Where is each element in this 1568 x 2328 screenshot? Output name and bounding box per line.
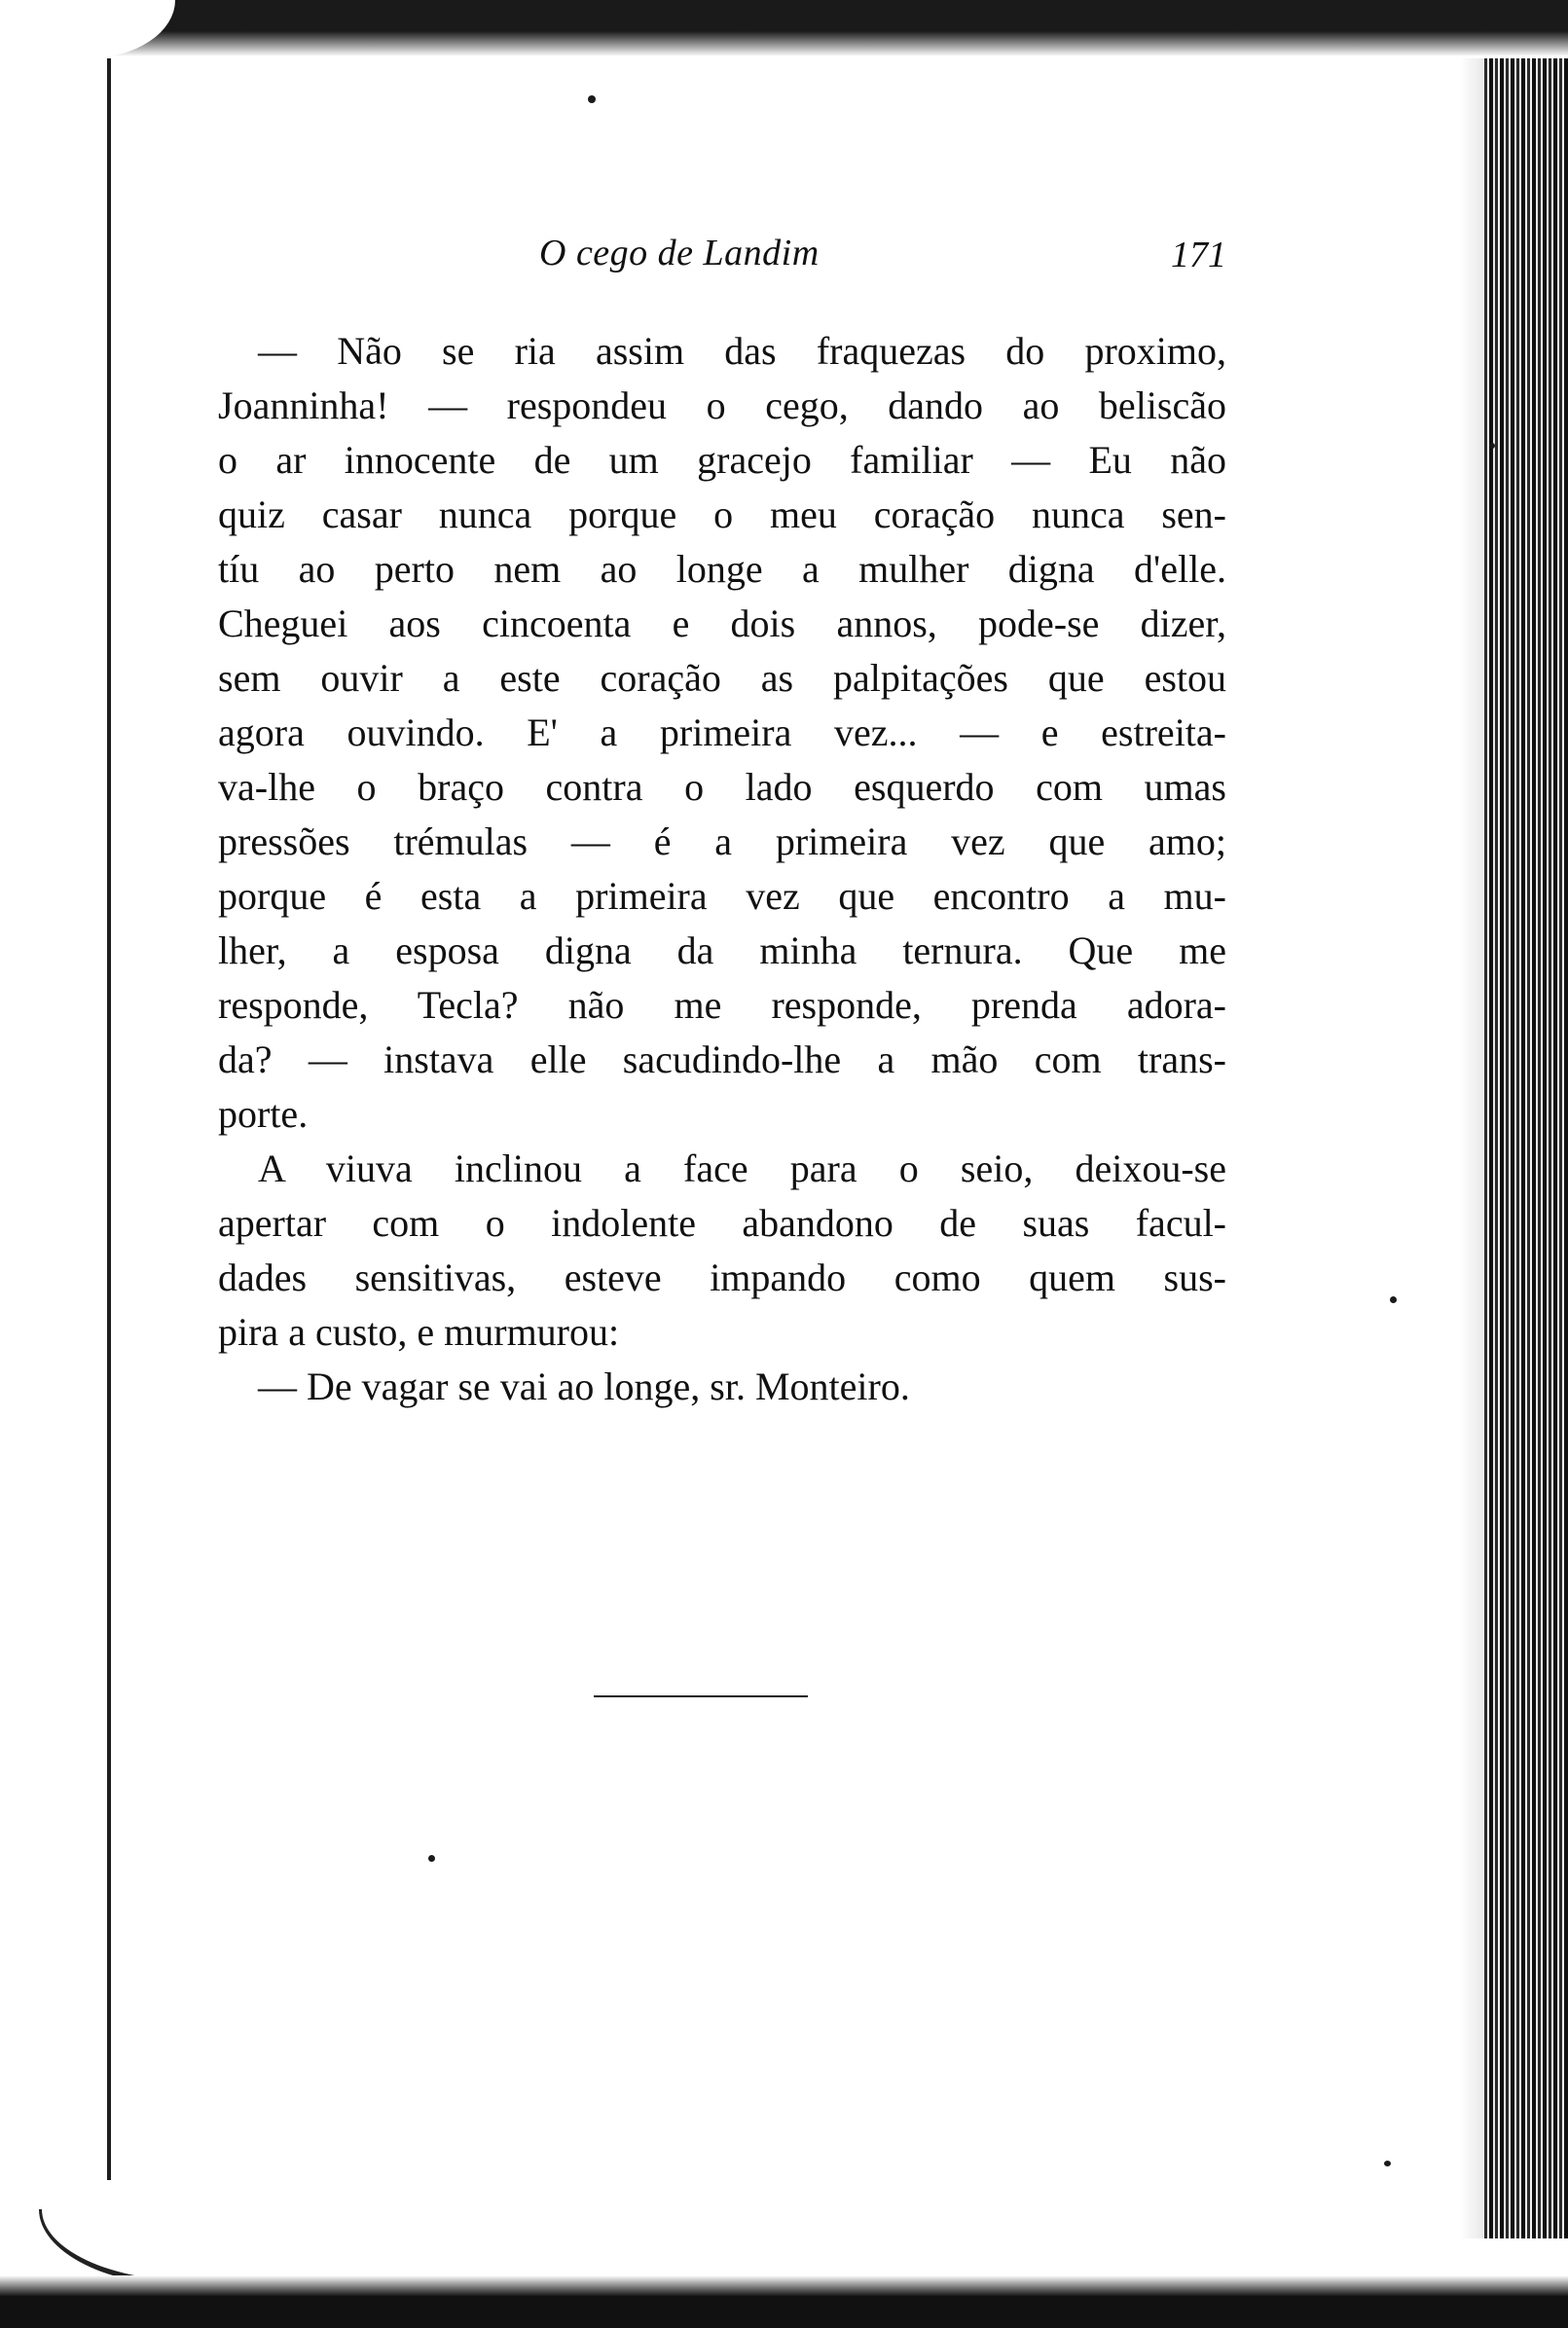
scan-speck — [1390, 1296, 1397, 1303]
text-line: o ar innocente de um gracejo familiar — Eu não — [218, 438, 1226, 482]
scan-book-spine — [1484, 58, 1568, 2238]
text-line: pressões trémulas — é a primeira vez que amo; — [218, 819, 1226, 863]
text-line: dades sensitivas, esteve impando como quem sus- — [218, 1255, 1226, 1299]
text-line: quiz casar nunca porque o meu coração nunca sen- — [218, 492, 1226, 536]
paragraph — [218, 1142, 1226, 1360]
text-line: tíu ao perto nem ao longe a mulher digna d'elle. — [218, 547, 1226, 591]
text-line: — Não se ria assim das fraquezas do proximo, — [258, 329, 1226, 373]
running-title: O cego de Landim — [539, 233, 820, 273]
text-line: porte. — [218, 1092, 309, 1136]
text-line: Joanninha! — respondeu o cego, dando ao beliscão — [218, 383, 1226, 427]
text-line: da? — instava elle sacudindo-lhe a mão com trans- — [218, 1037, 1226, 1081]
page-number: 171 — [1171, 235, 1226, 275]
text-line: responde, Tecla? não me responde, prenda adora- — [218, 983, 1226, 1027]
end-of-chapter-rule — [594, 1695, 808, 1697]
scan-top-edge — [0, 0, 1568, 56]
text-line: agora ouvindo. E' a primeira vez... — e estreita- — [218, 710, 1226, 754]
text-line: pira a custo, e murmurou: — [218, 1310, 620, 1354]
text-line: — De vagar se vai ao longe, sr. Monteiro. — [258, 1364, 910, 1408]
text-line: apertar com o indolente abandono de suas facul- — [218, 1201, 1226, 1245]
scan-bottom-edge — [0, 2275, 1568, 2328]
text-line: va-lhe o braço contra o lado esquerdo com umas — [218, 765, 1226, 809]
paragraph — [218, 324, 1226, 1142]
text-line: A viuva inclinou a face para o seio, deixou-se — [258, 1146, 1226, 1190]
scan-speck — [1489, 443, 1495, 449]
scan-speck — [1384, 2161, 1391, 2166]
paragraph — [218, 1360, 1226, 1414]
scan-left-margin-line — [107, 58, 111, 2180]
text-line: sem ouvir a este coração as palpitações que estou — [218, 656, 1226, 700]
text-line: Cheguei aos cincoenta e dois annos, pode-se dizer, — [218, 601, 1226, 645]
scan-speck — [428, 1855, 435, 1862]
body-text — [218, 324, 1226, 1414]
text-line: porque é esta a primeira vez que encontro a mu- — [218, 874, 1226, 918]
running-head — [218, 232, 1226, 280]
text-line: lher, a esposa digna da minha ternura. Que me — [218, 928, 1226, 972]
scan-speck — [588, 95, 596, 103]
